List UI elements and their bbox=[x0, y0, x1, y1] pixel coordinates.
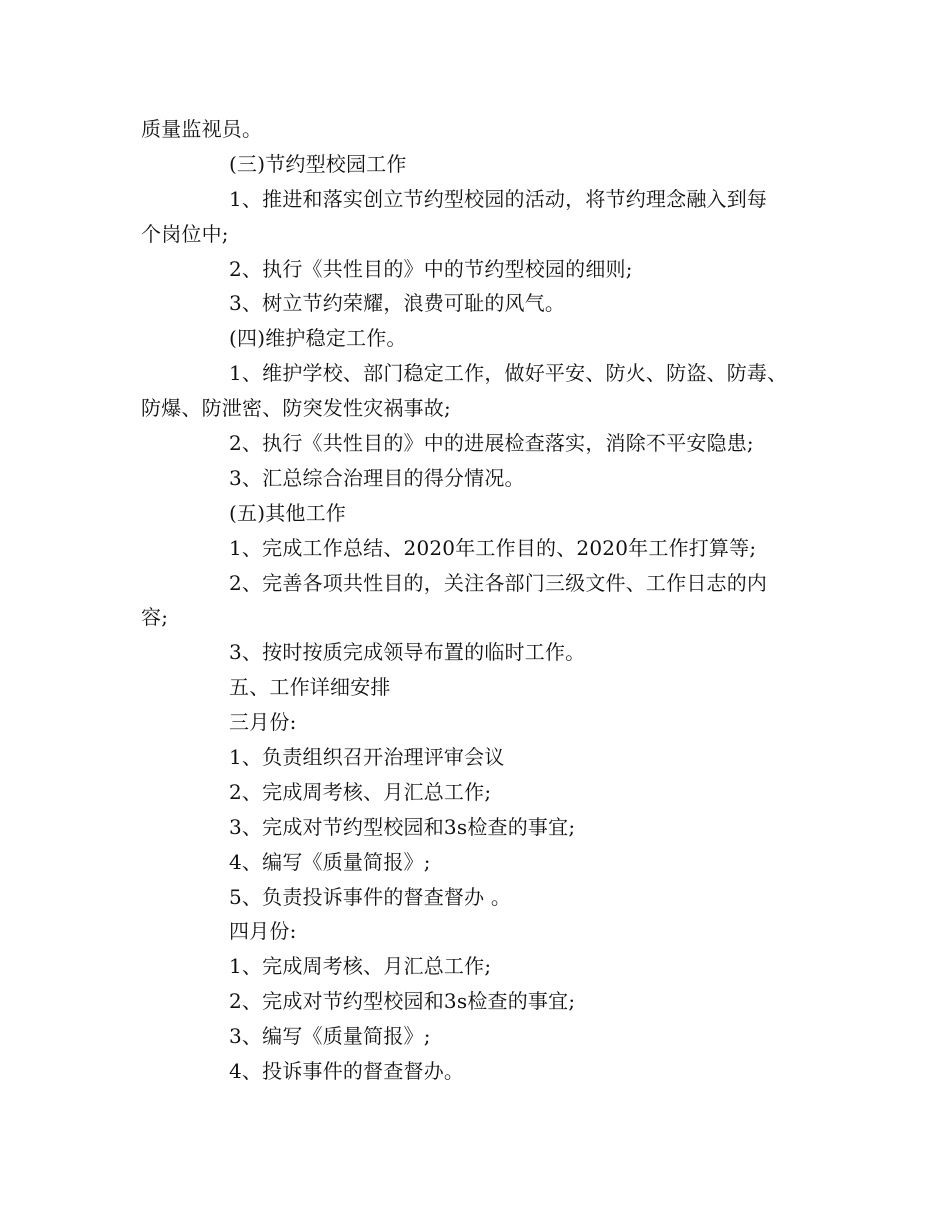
text-line: 3、汇总综合治理目的得分情况。 bbox=[229, 465, 525, 490]
month-heading: 四月份: bbox=[229, 919, 297, 944]
text-line: 防爆、防泄密、防突发性灾祸事故; bbox=[141, 396, 451, 421]
section-heading: (四)维护稳定工作。 bbox=[229, 326, 407, 351]
text-line: 2、完善各项共性目的，关注各部门三级文件、工作日志的内 bbox=[229, 570, 768, 595]
text-line: 4、编写《质量简报》; bbox=[229, 849, 431, 874]
text-line: 2、完成对节约型校园和3s检查的事宜; bbox=[229, 989, 576, 1014]
text-line: 2、执行《共性目的》中的进展检查落实，消除不平安隐患; bbox=[229, 431, 754, 456]
text-line: 3、按时按质完成领导布置的临时工作。 bbox=[229, 640, 586, 665]
text-line: 个岗位中; bbox=[141, 221, 229, 246]
text-line: 1、完成工作总结、2020年工作目的、2020年工作打算等; bbox=[229, 535, 757, 560]
month-heading: 三月份: bbox=[229, 710, 297, 735]
text-line: 3、完成对节约型校园和3s检查的事宜; bbox=[229, 814, 576, 839]
text-line: 3、树立节约荣耀，浪费可耻的风气。 bbox=[229, 291, 566, 316]
section-heading: (三)节约型校园工作 bbox=[229, 151, 407, 176]
text-line: 1、完成周考核、月汇总工作; bbox=[229, 954, 492, 979]
text-line: 1、负责组织召开治理评审会议 bbox=[229, 745, 505, 770]
text-line: 2、完成周考核、月汇总工作; bbox=[229, 779, 492, 804]
text-line: 5、负责投诉事件的督查督办 。 bbox=[229, 884, 512, 909]
body-text bbox=[141, 112, 831, 1089]
section-heading: (五)其他工作 bbox=[229, 500, 347, 525]
text-line: 1、推进和落实创立节约型校园的活动，将节约理念融入到每 bbox=[229, 186, 768, 211]
text-line: 1、维护学校、部门稳定工作，做好平安、防火、防盗、防毒、 bbox=[229, 361, 788, 386]
text-line: 质量监视员。 bbox=[141, 117, 263, 141]
text-line: 2、执行《共性目的》中的节约型校园的细则; bbox=[229, 256, 633, 281]
text-line: 容; bbox=[141, 605, 169, 630]
text-line: 4、投诉事件的督查督办。 bbox=[229, 1059, 465, 1084]
text-line: 3、编写《质量简报》; bbox=[229, 1024, 431, 1049]
section-heading: 五、工作详细安排 bbox=[229, 675, 391, 700]
